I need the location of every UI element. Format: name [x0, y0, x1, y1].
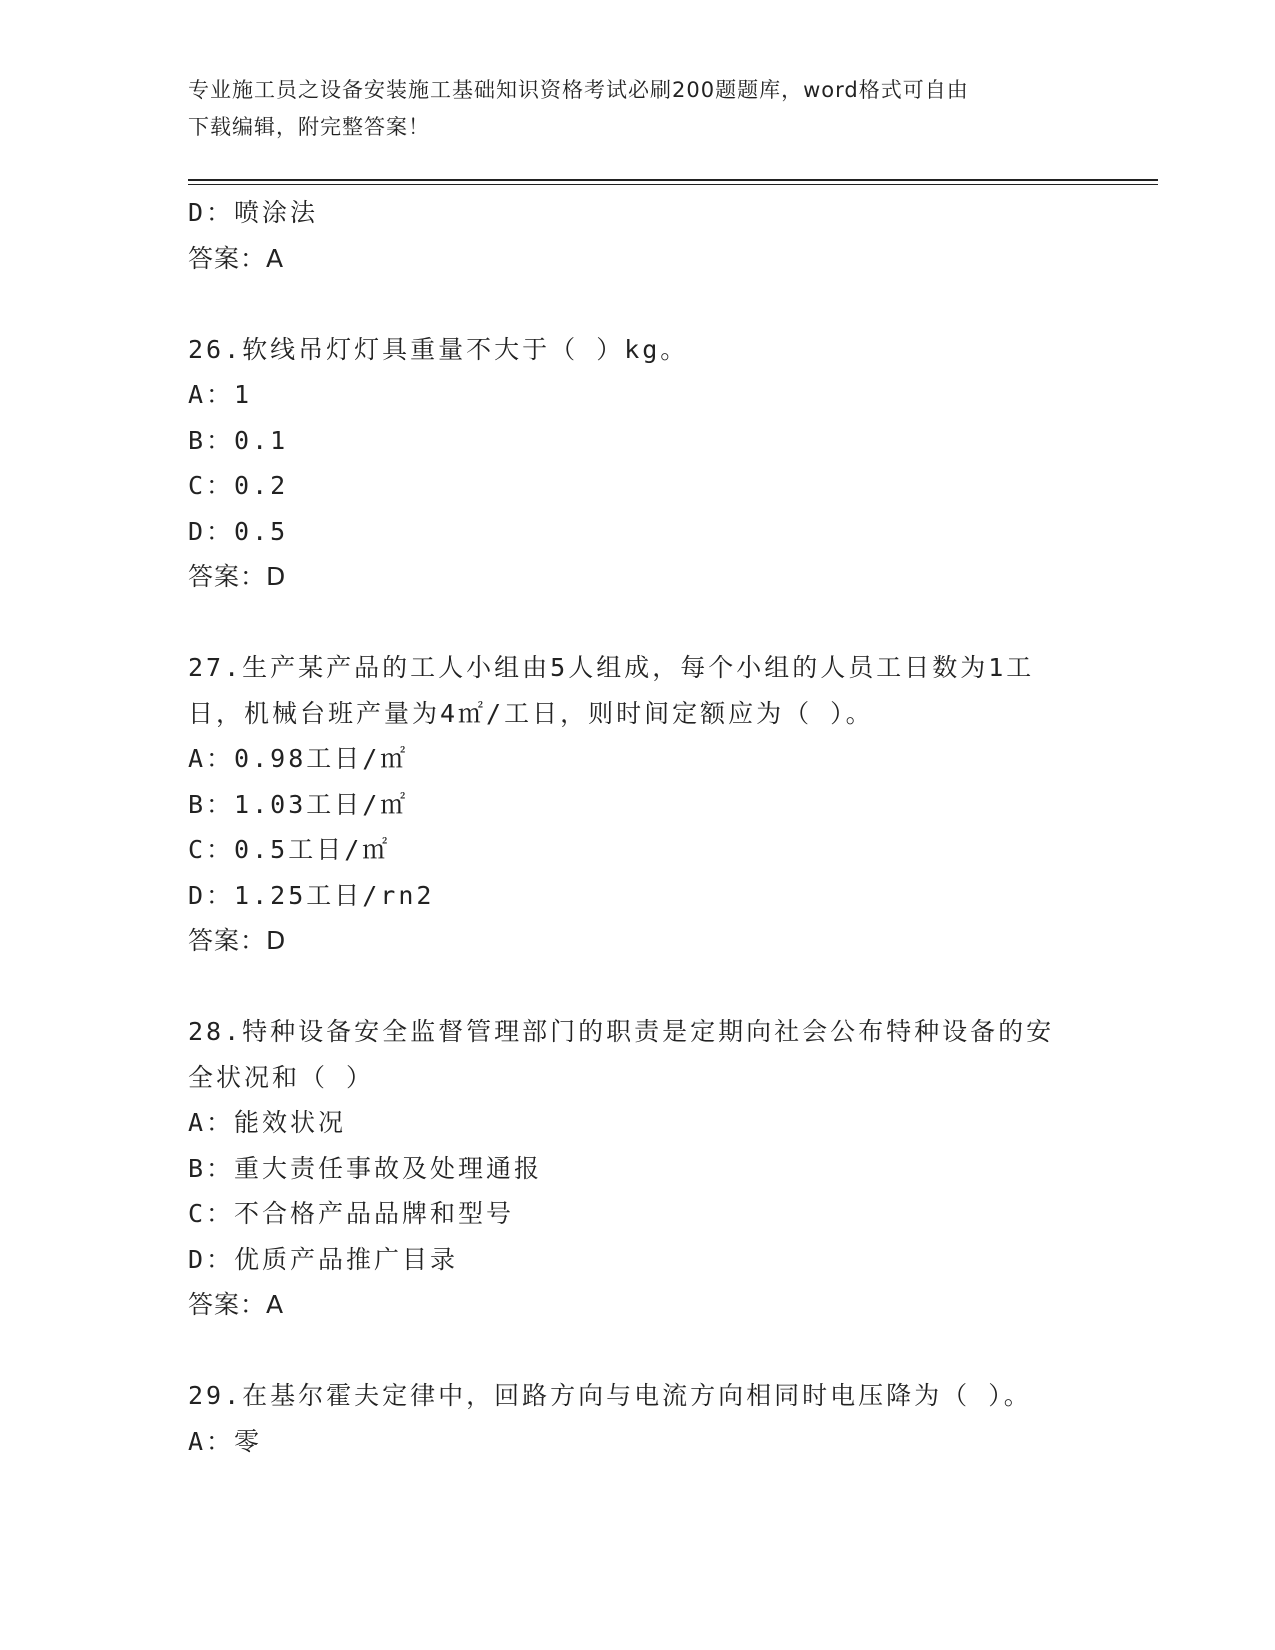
option-b: B：重大责任事故及处理通报 — [188, 1153, 543, 1183]
question-block-29 — [188, 1373, 1088, 1464]
header-line-2: 下载编辑，附完整答案！ — [188, 115, 430, 139]
option-a: A：能效状况 — [188, 1108, 347, 1137]
option-c: C：0.5工日/㎡ — [188, 835, 391, 864]
option-b: B：0.1 — [188, 425, 289, 455]
header-rule-thick — [188, 179, 1158, 181]
option-a: A：0.98工日/㎡ — [188, 744, 409, 773]
spacer — [188, 281, 1088, 327]
answer-line: 答案：D — [188, 562, 287, 591]
option-d: D：1.25工日/rn2 — [188, 880, 435, 910]
option-d: D：0.5 — [188, 516, 289, 546]
question-text: 26.软线吊灯灯具重量不大于（ ）kg。 — [188, 334, 689, 364]
spacer — [188, 1328, 1088, 1374]
question-block-27 — [188, 645, 1088, 964]
option-c: C：不合格产品品牌和型号 — [188, 1199, 515, 1228]
option-d: D：喷涂法 — [188, 198, 319, 227]
spacer — [188, 964, 1088, 1010]
option-a: A：零 — [188, 1426, 263, 1456]
option-b: B：1.03工日/㎡ — [188, 789, 409, 819]
question-text-line-2: 全状况和（ ） — [188, 1062, 375, 1092]
document-body — [188, 190, 1088, 1464]
spacer — [188, 600, 1088, 646]
question-text-line-2: 日，机械台班产量为4㎡/工日，则时间定额应为（ ）。 — [188, 698, 874, 728]
question-text-line-1: 27.生产某产品的工人小组由5人组成，每个小组的人员工日数为1工 — [188, 653, 1035, 682]
answer-line: 答案：A — [188, 1290, 285, 1319]
header-line-1: 专业施工员之设备安装施工基础知识资格考试必刷200题题库，word格式可自由 — [188, 78, 969, 102]
question-block-28 — [188, 1009, 1088, 1328]
answer-line: 答案：D — [188, 926, 287, 955]
question-text-line-1: 28.特种设备安全监督管理部门的职责是定期向社会公布特种设备的安 — [188, 1017, 1055, 1046]
option-a: A：1 — [188, 380, 253, 409]
question-text: 29.在基尔霍夫定律中，回路方向与电流方向相同时电压降为（ ）。 — [188, 1381, 1032, 1410]
header-rule-thin — [188, 184, 1158, 185]
question-block-26 — [188, 327, 1088, 600]
answer-line: 答案：A — [188, 243, 285, 273]
option-d: D：优质产品推广目录 — [188, 1244, 459, 1274]
question-block-25 — [188, 190, 1088, 281]
option-c: C：0.2 — [188, 471, 289, 500]
document-header — [188, 72, 1088, 146]
